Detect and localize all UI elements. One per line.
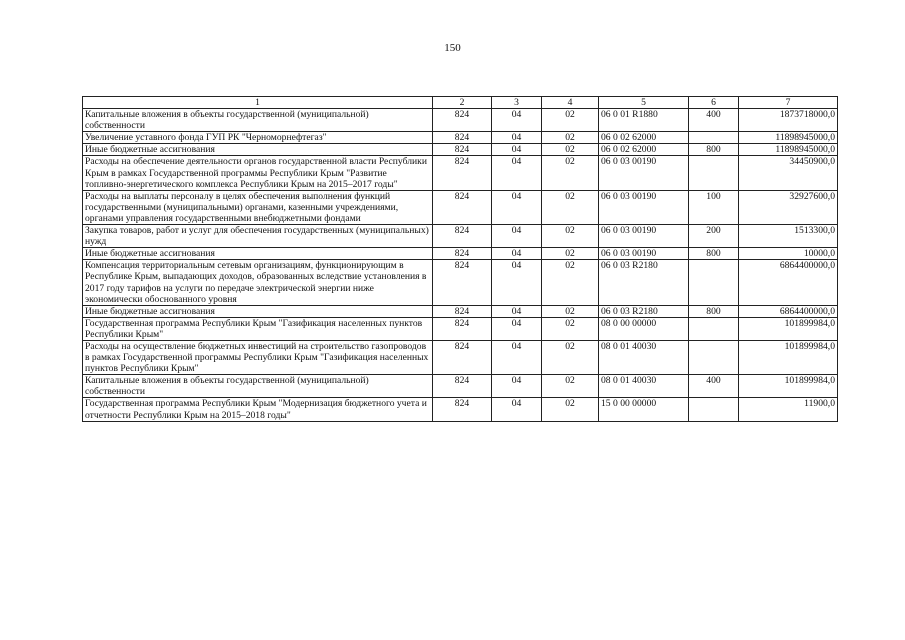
row-name-cell: Иные бюджетные ассигнования [83, 144, 433, 156]
grbs-code-cell: 824 [433, 340, 492, 374]
amount-cell: 101899984,0 [739, 375, 838, 398]
expense-type-cell: 800 [689, 248, 739, 260]
target-article-cell: 06 0 02 62000 [599, 132, 689, 144]
amount-cell: 1513300,0 [739, 225, 838, 248]
expense-type-cell [689, 260, 739, 305]
table-row [83, 340, 838, 374]
header-row [83, 97, 838, 109]
target-article-cell: 06 0 03 00190 [599, 225, 689, 248]
subsection-code-cell: 02 [542, 260, 599, 305]
expense-type-cell [689, 398, 739, 421]
row-name-cell: Закупка товаров, работ и услуг для обеспечения государственных (муниципальных) нужд [83, 225, 433, 248]
grbs-code-cell: 824 [433, 132, 492, 144]
target-article-cell: 06 0 03 00190 [599, 156, 689, 190]
subsection-code-cell: 02 [542, 225, 599, 248]
subsection-code-cell: 02 [542, 156, 599, 190]
subsection-code-cell: 02 [542, 190, 599, 224]
section-code-cell: 04 [492, 398, 542, 421]
row-name-cell: Иные бюджетные ассигнования [83, 248, 433, 260]
subsection-code-cell: 02 [542, 305, 599, 317]
table-row [83, 225, 838, 248]
amount-cell: 11898945000,0 [739, 132, 838, 144]
grbs-code-cell: 824 [433, 317, 492, 340]
target-article-cell: 15 0 00 00000 [599, 398, 689, 421]
subsection-code-cell: 02 [542, 340, 599, 374]
grbs-code-cell: 824 [433, 398, 492, 421]
budget-table [82, 96, 838, 422]
expense-type-cell [689, 317, 739, 340]
section-code-cell: 04 [492, 248, 542, 260]
row-name-cell: Расходы на осуществление бюджетных инвестиций на строительство газопроводов в рамках Государственной программы Республики Крым "Газификация населенных пунктов Республики Крым" [83, 340, 433, 374]
target-article-cell: 06 0 03 00190 [599, 190, 689, 224]
subsection-code-cell: 02 [542, 144, 599, 156]
section-code-cell: 04 [492, 190, 542, 224]
section-code-cell: 04 [492, 340, 542, 374]
expense-type-cell [689, 156, 739, 190]
grbs-code-cell: 824 [433, 260, 492, 305]
page-number: 150 [444, 42, 461, 54]
row-name-cell: Компенсация территориальным сетевым организациям, функционирующим в Республике Крым, выпадающих доходов, образованных вследствие установления в 2017 году тарифов на услуги по передаче электрической энергии ниже экономически обоснованного уровня [83, 260, 433, 305]
expense-type-cell: 800 [689, 305, 739, 317]
grbs-code-cell: 824 [433, 109, 492, 132]
column-header: 1 [83, 97, 433, 109]
row-name-cell: Увеличение уставного фонда ГУП РК "Черноморнефтегаз" [83, 132, 433, 144]
row-name-cell: Государственная программа Республики Крым "Газификация населенных пунктов Республики Крым" [83, 317, 433, 340]
grbs-code-cell: 824 [433, 375, 492, 398]
target-article-cell: 06 0 01 R1880 [599, 109, 689, 132]
table-row [83, 132, 838, 144]
subsection-code-cell: 02 [542, 109, 599, 132]
column-header: 7 [739, 97, 838, 109]
table-row [83, 398, 838, 421]
section-code-cell: 04 [492, 317, 542, 340]
section-code-cell: 04 [492, 375, 542, 398]
section-code-cell: 04 [492, 225, 542, 248]
row-name-cell: Иные бюджетные ассигнования [83, 305, 433, 317]
column-header: 6 [689, 97, 739, 109]
amount-cell: 10000,0 [739, 248, 838, 260]
table-row [83, 190, 838, 224]
grbs-code-cell: 824 [433, 305, 492, 317]
target-article-cell: 08 0 01 40030 [599, 340, 689, 374]
section-code-cell: 04 [492, 144, 542, 156]
expense-type-cell: 400 [689, 375, 739, 398]
expense-type-cell: 100 [689, 190, 739, 224]
table-body [83, 109, 838, 422]
row-name-cell: Капитальные вложения в объекты государственной (муниципальной) собственности [83, 375, 433, 398]
amount-cell: 32927600,0 [739, 190, 838, 224]
target-article-cell: 06 0 02 62000 [599, 144, 689, 156]
subsection-code-cell: 02 [542, 398, 599, 421]
amount-cell: 11898945000,0 [739, 144, 838, 156]
row-name-cell: Расходы на выплаты персоналу в целях обеспечения выполнения функций государственными (муниципальными) органами, казенными учреждениями, органами управления государственными внебюджетными фондами [83, 190, 433, 224]
subsection-code-cell: 02 [542, 375, 599, 398]
expense-type-cell: 800 [689, 144, 739, 156]
section-code-cell: 04 [492, 260, 542, 305]
table-row [83, 156, 838, 190]
subsection-code-cell: 02 [542, 132, 599, 144]
subsection-code-cell: 02 [542, 248, 599, 260]
target-article-cell: 08 0 01 40030 [599, 375, 689, 398]
expense-type-cell [689, 340, 739, 374]
grbs-code-cell: 824 [433, 144, 492, 156]
section-code-cell: 04 [492, 156, 542, 190]
table-row [83, 144, 838, 156]
amount-cell: 34450900,0 [739, 156, 838, 190]
table-row [83, 109, 838, 132]
grbs-code-cell: 824 [433, 225, 492, 248]
section-code-cell: 04 [492, 132, 542, 144]
section-code-cell: 04 [492, 109, 542, 132]
amount-cell: 101899984,0 [739, 317, 838, 340]
expense-type-cell: 200 [689, 225, 739, 248]
grbs-code-cell: 824 [433, 156, 492, 190]
amount-cell: 11900,0 [739, 398, 838, 421]
amount-cell: 6864400000,0 [739, 305, 838, 317]
table-row [83, 248, 838, 260]
table-row [83, 375, 838, 398]
target-article-cell: 06 0 03 00190 [599, 248, 689, 260]
column-header: 3 [492, 97, 542, 109]
row-name-cell: Государственная программа Республики Крым "Модернизация бюджетного учета и отчетности Республики Крым на 2015–2018 годы" [83, 398, 433, 421]
table-row [83, 305, 838, 317]
grbs-code-cell: 824 [433, 248, 492, 260]
target-article-cell: 06 0 03 R2180 [599, 305, 689, 317]
row-name-cell: Капитальные вложения в объекты государственной (муниципальной) собственности [83, 109, 433, 132]
row-name-cell: Расходы на обеспечение деятельности органов государственной власти Республики Крым в рамках Государственной программы Республики Крым "Развитие топливно-энергетического комплекса Республики Крым на 2015–2017 годы" [83, 156, 433, 190]
amount-cell: 101899984,0 [739, 340, 838, 374]
target-article-cell: 08 0 00 00000 [599, 317, 689, 340]
column-header: 2 [433, 97, 492, 109]
table-row [83, 260, 838, 305]
expense-type-cell: 400 [689, 109, 739, 132]
expense-type-cell [689, 132, 739, 144]
column-header: 5 [599, 97, 689, 109]
section-code-cell: 04 [492, 305, 542, 317]
amount-cell: 1873718000,0 [739, 109, 838, 132]
grbs-code-cell: 824 [433, 190, 492, 224]
subsection-code-cell: 02 [542, 317, 599, 340]
table-row [83, 317, 838, 340]
column-header: 4 [542, 97, 599, 109]
amount-cell: 6864400000,0 [739, 260, 838, 305]
target-article-cell: 06 0 03 R2180 [599, 260, 689, 305]
